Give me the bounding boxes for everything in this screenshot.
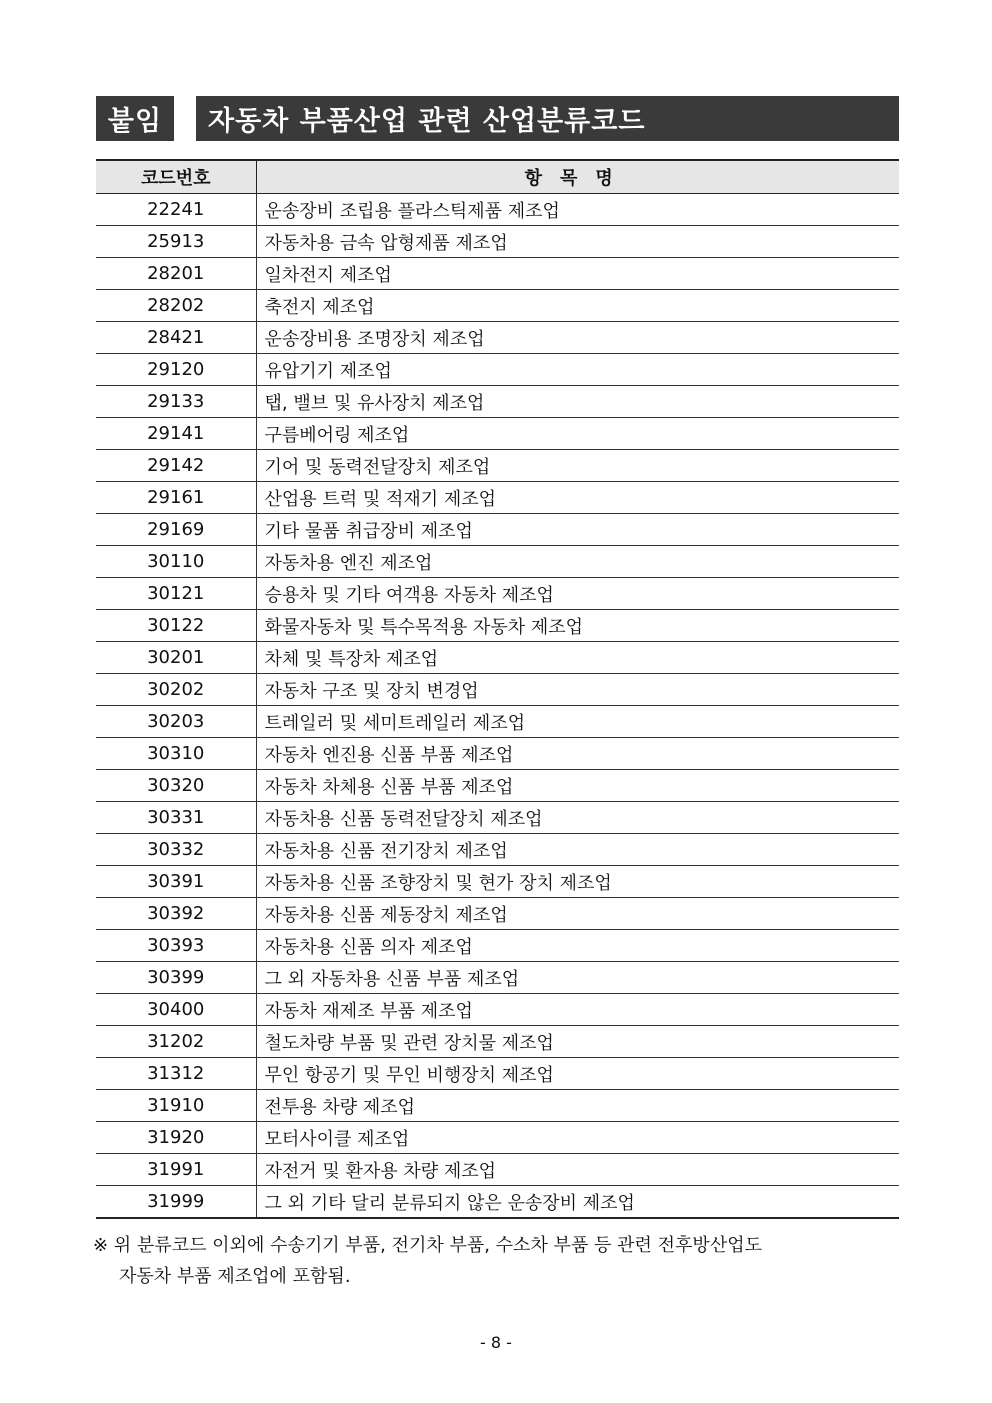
code-cell: 29120 bbox=[96, 354, 256, 386]
item-name-cell: 자동차용 신품 전기장치 제조업 bbox=[256, 834, 899, 866]
item-name-cell: 일차전지 제조업 bbox=[256, 258, 899, 290]
code-cell: 29161 bbox=[96, 482, 256, 514]
table-row bbox=[96, 706, 899, 738]
attachment-badge: 붙임 bbox=[96, 96, 174, 141]
table-row bbox=[96, 610, 899, 642]
table-row bbox=[96, 418, 899, 450]
item-name-cell: 자동차용 신품 조향장치 및 현가 장치 제조업 bbox=[256, 866, 899, 898]
item-name-cell: 무인 항공기 및 무인 비행장치 제조업 bbox=[256, 1058, 899, 1090]
table-row bbox=[96, 930, 899, 962]
item-name-cell: 운송장비 조립용 플라스틱제품 제조업 bbox=[256, 194, 899, 226]
code-cell: 29141 bbox=[96, 418, 256, 450]
code-cell: 31999 bbox=[96, 1186, 256, 1219]
item-name-cell: 자동차용 신품 의자 제조업 bbox=[256, 930, 899, 962]
table-row bbox=[96, 194, 899, 226]
code-cell: 30122 bbox=[96, 610, 256, 642]
item-name-cell: 자동차용 신품 제동장치 제조업 bbox=[256, 898, 899, 930]
code-cell: 22241 bbox=[96, 194, 256, 226]
item-name-cell: 그 외 자동차용 신품 부품 제조업 bbox=[256, 962, 899, 994]
code-cell: 30202 bbox=[96, 674, 256, 706]
code-cell: 30399 bbox=[96, 962, 256, 994]
table-row bbox=[96, 994, 899, 1026]
item-name-cell: 자동차용 금속 압형제품 제조업 bbox=[256, 226, 899, 258]
footnote bbox=[93, 1230, 903, 1292]
table-row bbox=[96, 834, 899, 866]
code-cell: 28202 bbox=[96, 290, 256, 322]
page-number: - 8 - bbox=[480, 1333, 512, 1352]
table-row bbox=[96, 450, 899, 482]
code-cell: 30121 bbox=[96, 578, 256, 610]
title-bar bbox=[96, 96, 899, 141]
item-name-cell: 자동차 구조 및 장치 변경업 bbox=[256, 674, 899, 706]
code-cell: 30391 bbox=[96, 866, 256, 898]
item-name-cell: 자동차용 엔진 제조업 bbox=[256, 546, 899, 578]
code-cell: 29142 bbox=[96, 450, 256, 482]
code-cell: 30201 bbox=[96, 642, 256, 674]
item-name-cell: 승용차 및 기타 여객용 자동차 제조업 bbox=[256, 578, 899, 610]
table-row bbox=[96, 674, 899, 706]
table-row bbox=[96, 482, 899, 514]
code-cell: 30110 bbox=[96, 546, 256, 578]
item-name-cell: 구름베어링 제조업 bbox=[256, 418, 899, 450]
item-name-cell: 화물자동차 및 특수목적용 자동차 제조업 bbox=[256, 610, 899, 642]
table-row bbox=[96, 290, 899, 322]
item-name-cell: 자전거 및 환자용 차량 제조업 bbox=[256, 1154, 899, 1186]
table-row bbox=[96, 1186, 899, 1219]
code-cell: 30320 bbox=[96, 770, 256, 802]
table-row bbox=[96, 962, 899, 994]
code-cell: 30332 bbox=[96, 834, 256, 866]
code-cell: 31910 bbox=[96, 1090, 256, 1122]
item-name-cell: 전투용 차량 제조업 bbox=[256, 1090, 899, 1122]
table-row bbox=[96, 802, 899, 834]
table-row bbox=[96, 1154, 899, 1186]
table-row bbox=[96, 1026, 899, 1058]
code-cell: 28201 bbox=[96, 258, 256, 290]
item-name-cell: 모터사이클 제조업 bbox=[256, 1122, 899, 1154]
item-name-cell: 철도차량 부품 및 관련 장치물 제조업 bbox=[256, 1026, 899, 1058]
item-name-cell: 기타 물품 취급장비 제조업 bbox=[256, 514, 899, 546]
table-row bbox=[96, 770, 899, 802]
table-row bbox=[96, 1058, 899, 1090]
code-cell: 30310 bbox=[96, 738, 256, 770]
table-row bbox=[96, 386, 899, 418]
table-row bbox=[96, 514, 899, 546]
table-row bbox=[96, 226, 899, 258]
code-cell: 30393 bbox=[96, 930, 256, 962]
table-row bbox=[96, 738, 899, 770]
item-name-cell: 자동차용 신품 동력전달장치 제조업 bbox=[256, 802, 899, 834]
code-cell: 30203 bbox=[96, 706, 256, 738]
code-cell: 28421 bbox=[96, 322, 256, 354]
table-row bbox=[96, 322, 899, 354]
table-row bbox=[96, 898, 899, 930]
table-row bbox=[96, 642, 899, 674]
table-body bbox=[96, 194, 899, 1219]
code-cell: 31312 bbox=[96, 1058, 256, 1090]
code-cell: 31991 bbox=[96, 1154, 256, 1186]
code-cell: 29169 bbox=[96, 514, 256, 546]
page-title: 자동차 부품산업 관련 산업분류코드 bbox=[196, 96, 899, 141]
item-name-cell: 트레일러 및 세미트레일러 제조업 bbox=[256, 706, 899, 738]
item-name-cell: 산업용 트럭 및 적재기 제조업 bbox=[256, 482, 899, 514]
item-name-cell: 운송장비용 조명장치 제조업 bbox=[256, 322, 899, 354]
code-cell: 30392 bbox=[96, 898, 256, 930]
table-row bbox=[96, 354, 899, 386]
table-header-row bbox=[96, 160, 899, 194]
code-cell: 31920 bbox=[96, 1122, 256, 1154]
table-row bbox=[96, 578, 899, 610]
code-cell: 25913 bbox=[96, 226, 256, 258]
table-row bbox=[96, 258, 899, 290]
item-name-cell: 기어 및 동력전달장치 제조업 bbox=[256, 450, 899, 482]
footnote-line-2: 자동차 부품 제조업에 포함됨. bbox=[119, 1266, 351, 1287]
code-cell: 30400 bbox=[96, 994, 256, 1026]
code-cell: 30331 bbox=[96, 802, 256, 834]
item-name-cell: 유압기기 제조업 bbox=[256, 354, 899, 386]
item-name-cell: 그 외 기타 달리 분류되지 않은 운송장비 제조업 bbox=[256, 1186, 899, 1219]
table-row bbox=[96, 1122, 899, 1154]
header-code: 코드번호 bbox=[96, 160, 256, 194]
item-name-cell: 축전지 제조업 bbox=[256, 290, 899, 322]
table-row bbox=[96, 866, 899, 898]
item-name-cell: 자동차 엔진용 신품 부품 제조업 bbox=[256, 738, 899, 770]
item-name-cell: 자동차 재제조 부품 제조업 bbox=[256, 994, 899, 1026]
header-item-name: 항목명 bbox=[256, 160, 899, 194]
code-cell: 29133 bbox=[96, 386, 256, 418]
table-row bbox=[96, 1090, 899, 1122]
code-cell: 31202 bbox=[96, 1026, 256, 1058]
footnote-line-1: ※ 위 분류코드 이외에 수송기기 부품, 전기차 부품, 수소차 부품 등 관련 전후방산업도 bbox=[93, 1235, 762, 1256]
item-name-cell: 자동차 차체용 신품 부품 제조업 bbox=[256, 770, 899, 802]
table-row bbox=[96, 546, 899, 578]
item-name-cell: 탭, 밸브 및 유사장치 제조업 bbox=[256, 386, 899, 418]
item-name-cell: 차체 및 특장차 제조업 bbox=[256, 642, 899, 674]
industry-code-table bbox=[96, 159, 899, 1219]
